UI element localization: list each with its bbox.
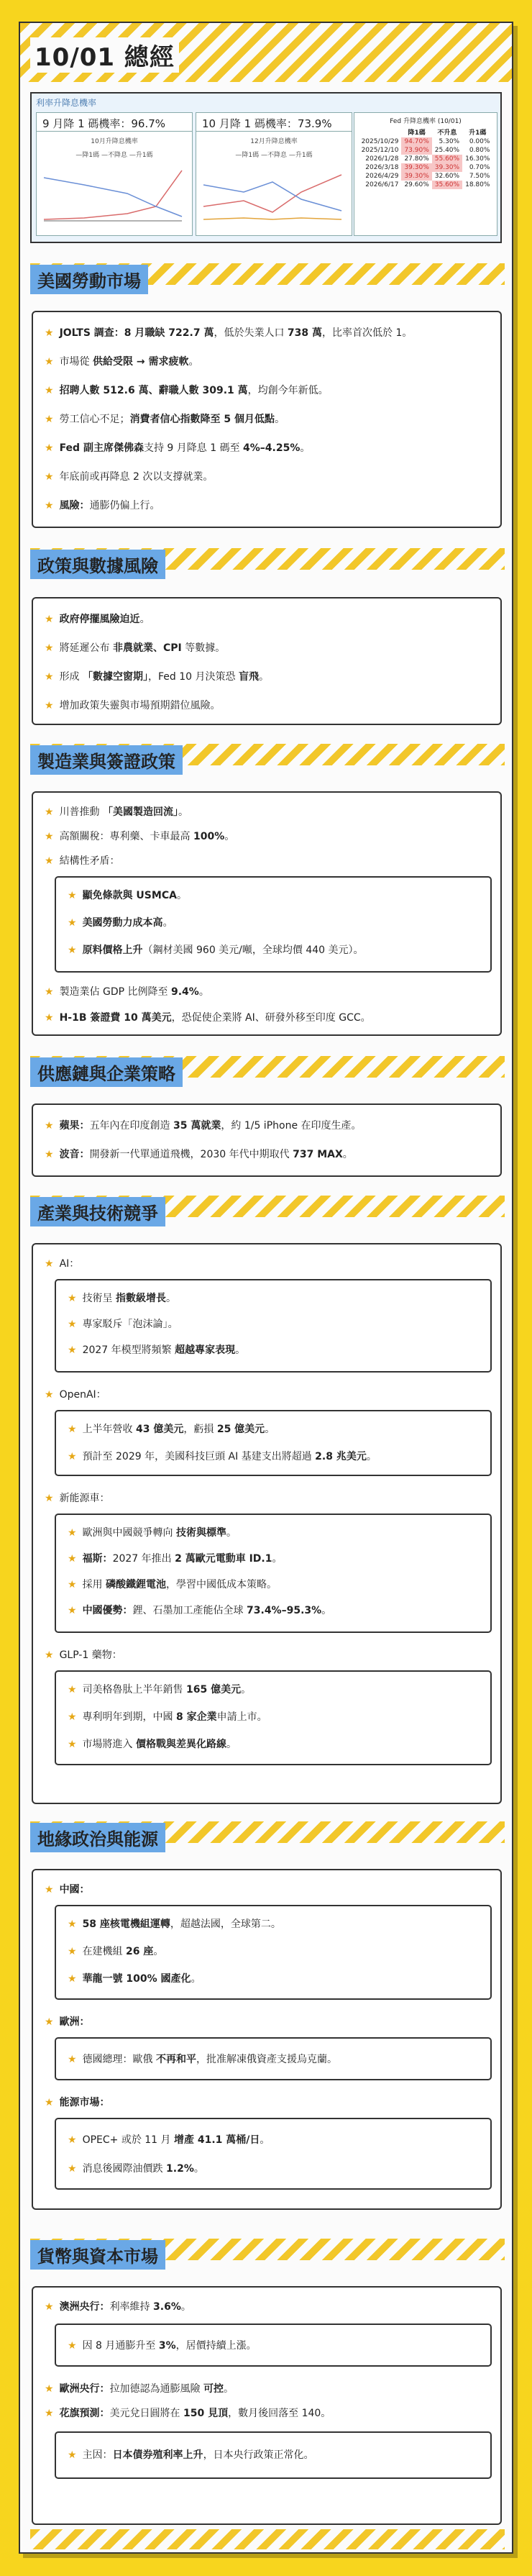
list-item: ★ 蘋果：五年內在印度創造 35 萬就業，約 1/5 iPhone 在印度生產。 xyxy=(45,1120,362,1132)
list-item: ★ 市場從 供給受限 → 需求疲軟。 xyxy=(45,356,199,368)
list-item: ★ 在建機組 26 座。 xyxy=(68,1946,164,1957)
list-item: ★ 技術呈 指數級增長。 xyxy=(68,1293,177,1304)
list-item: ★ JOLTS 調查：8 月職缺 722.7 萬，低於失業人口 738 萬，比率首次低於 1。 xyxy=(45,327,413,339)
yen-sub-card xyxy=(55,2431,492,2479)
star-icon: ★ xyxy=(45,855,54,867)
section-title-mfg: 製造業與簽證政策 xyxy=(30,745,183,775)
glp-sub-card xyxy=(55,1670,492,1765)
star-icon: ★ xyxy=(45,700,54,711)
oct-line-chart xyxy=(201,156,346,225)
table-row: 2026/6/17 29.60% 35.60% 18.80% xyxy=(365,181,490,188)
list-item: ★ 中國優勢：鋰、石墨加工產能佔全球 73.4%–95.3%。 xyxy=(68,1605,332,1616)
list-item: ★ 歐洲與中國競爭轉向 技術與標準。 xyxy=(68,1527,237,1539)
section-title-tech: 產業與技術競爭 xyxy=(30,1197,165,1226)
list-item: ★ 主因：日本債券殖利率上升，日本央行政策正常化。 xyxy=(68,2449,314,2461)
star-icon: ★ xyxy=(45,1258,54,1270)
policy-card xyxy=(32,597,502,725)
list-item: ★ 中國： xyxy=(45,1884,90,1895)
list-item: ★ 德國總理：歐俄 不再和平，批准解凍俄資產支援烏克蘭。 xyxy=(68,2054,338,2065)
star-icon: ★ xyxy=(45,1884,54,1895)
list-item: ★ 勞工信心不足；消費者信心指數降至 5 個月低點。 xyxy=(45,414,285,425)
list-item: ★ Fed 副主席傑佛森支持 9 月降息 1 碼至 4%–4.25%。 xyxy=(45,442,311,454)
mfg-card xyxy=(32,791,502,1036)
list-item: ★ 形成 「數據空窗期」，Fed 10 月決策恐 盲飛。 xyxy=(45,671,269,683)
star-icon: ★ xyxy=(68,1527,77,1539)
list-item: ★ 58 座核電機組運轉，超越法國，全球第二。 xyxy=(68,1919,281,1930)
star-icon: ★ xyxy=(68,1711,77,1723)
section-title-labor: 美國勞動市場 xyxy=(30,265,148,294)
list-item: ★ 原料價格上升（鋼材美國 960 美元/噸，全球均價 440 美元）。 xyxy=(68,945,364,956)
list-item: ★ 風險：通膨仍偏上行。 xyxy=(45,500,160,511)
star-icon: ★ xyxy=(45,327,54,339)
list-item: ★ 專家駁斥「泡沫論」。 xyxy=(68,1319,178,1330)
ev-sub-card xyxy=(55,1514,492,1633)
star-icon: ★ xyxy=(68,1946,77,1957)
star-icon: ★ xyxy=(45,806,54,818)
oct-legend: —降1碼 —不降息 —升1碼 xyxy=(235,152,313,159)
geo-card xyxy=(32,1869,502,2210)
list-item: ★ 福斯：2027 年推出 2 萬歐元電動車 ID.1。 xyxy=(68,1553,283,1565)
star-icon: ★ xyxy=(45,356,54,368)
rates-header: 利率升降息機率 xyxy=(36,98,97,108)
star-icon: ★ xyxy=(45,2408,54,2419)
star-icon: ★ xyxy=(45,1012,54,1024)
star-icon: ★ xyxy=(45,442,54,454)
mfg-sub-card xyxy=(55,876,492,973)
list-item: ★ 歐洲： xyxy=(45,2016,90,2028)
star-icon: ★ xyxy=(45,500,54,511)
labor-card xyxy=(32,311,502,528)
star-icon: ★ xyxy=(68,1451,77,1462)
europe-sub-card xyxy=(55,2037,492,2080)
star-icon: ★ xyxy=(45,1120,54,1132)
title-banner xyxy=(20,23,512,82)
page-card xyxy=(19,22,513,2554)
star-icon: ★ xyxy=(68,1973,77,1985)
star-icon: ★ xyxy=(68,1553,77,1565)
list-item: ★ 預計至 2029 年，美國科技巨頭 AI 基建支出將超過 2.8 兆美元。 xyxy=(68,1451,377,1462)
oct-label: 10 月降 1 碼機率：73.9% xyxy=(196,113,352,132)
star-icon: ★ xyxy=(45,1493,54,1504)
list-item: ★ 花旗預測：美元兌日圓將在 150 見頂，數月後回落至 140。 xyxy=(45,2408,331,2419)
oct-chart xyxy=(196,112,352,236)
list-item: ★ 招聘人數 512.6 萬、辭職人數 309.1 萬，均創今年新低。 xyxy=(45,385,329,396)
star-icon: ★ xyxy=(45,471,54,483)
list-item: ★ 製造業佔 GDP 比例降至 9.4%。 xyxy=(45,986,209,998)
star-icon: ★ xyxy=(68,1579,77,1590)
star-icon: ★ xyxy=(68,1293,77,1304)
table-row: 2025/12/10 73.90% 25.40% 0.80% xyxy=(361,147,490,154)
sep-line-chart xyxy=(41,156,186,225)
section-title-money: 貨幣與資本市場 xyxy=(30,2240,165,2270)
list-item: ★ H-1B 簽證費 10 萬美元，恐促使企業將 AI、研發外移至印度 GCC。 xyxy=(45,1012,371,1024)
table-row: 2026/4/29 39.30% 32.60% 7.50% xyxy=(365,173,490,180)
list-item: ★ 司美格魯肽上半年銷售 165 億美元。 xyxy=(68,1684,252,1696)
list-item: ★ 消息後國際油價跌 1.2%。 xyxy=(68,2163,204,2175)
list-item: ★ 顯免條款與 USMCA。 xyxy=(68,890,187,901)
star-icon: ★ xyxy=(68,1319,77,1330)
sep-chart xyxy=(36,112,193,236)
supply-card xyxy=(32,1103,502,1177)
star-icon: ★ xyxy=(68,1919,77,1930)
list-item: ★ 波音：開發新一代單通道飛機，2030 年代中期取代 737 MAX。 xyxy=(45,1149,353,1160)
tech-card xyxy=(32,1243,502,1804)
energy-sub-card xyxy=(55,2118,492,2190)
list-item: ★ 市場將進入 價格戰與差異化路線。 xyxy=(68,1739,237,1750)
list-item: ★ 華龍一號 100% 國產化。 xyxy=(68,1973,201,1985)
footer-stripe xyxy=(30,2529,505,2549)
list-item: ★ 上半年營收 43 億美元，虧損 25 億美元。 xyxy=(68,1424,275,1435)
star-icon: ★ xyxy=(45,385,54,396)
star-icon: ★ xyxy=(45,986,54,998)
list-item: ★ 2027 年模型將頻繁 超越專家表現。 xyxy=(68,1344,246,1356)
list-item: ★ 政府停擺風險迫近。 xyxy=(45,614,150,625)
list-item: ★ 澳洲央行：利率維持 3.6%。 xyxy=(45,2301,191,2313)
ai-sub-card xyxy=(55,1279,492,1373)
list-item: ★ 採用 磷酸鐵鋰電池，學習中國低成本策略。 xyxy=(68,1579,278,1590)
list-item: ★ 歐洲央行：拉加德認為通膨風險 可控。 xyxy=(45,2383,234,2395)
star-icon: ★ xyxy=(45,414,54,425)
star-icon: ★ xyxy=(45,2301,54,2313)
table-row: 2026/1/28 27.80% 55.60% 16.30% xyxy=(365,155,490,163)
list-item: ★ 專利明年到期，中國 8 家企業申請上市。 xyxy=(68,1711,267,1723)
list-item: ★ 將延遲公布 非農就業、CPI 等數據。 xyxy=(45,642,226,654)
section-title-geo: 地緣政治與能源 xyxy=(30,1823,165,1852)
section-title-supply: 供應鏈與企業策略 xyxy=(30,1057,183,1087)
star-icon: ★ xyxy=(45,614,54,625)
openai-sub-card xyxy=(55,1410,492,1476)
star-icon: ★ xyxy=(45,831,54,842)
fed-probability-table: Fed 升降息機率 (10/01) 降1碼 不升息 升1碼 2025/10/29 94.70% 5.30% 0.00% 2025/12/10 73.90% 25.40% 0.80% 2026/1/28 27.80% 55.60% 16.30% 2026/3/18 39.30% 39.30% 0.70% 2026/4/29 39.30% 32.60% 7.50% 2026/6/17 29.60% 35.60% 18.80% xyxy=(354,112,497,236)
list-item: ★ OpenAI： xyxy=(45,1389,106,1401)
sep-legend: —降1碼 —不降息 —升1碼 xyxy=(75,152,153,159)
list-item: ★ 增加政策失靈與市場預期錯位風險。 xyxy=(45,700,221,711)
star-icon: ★ xyxy=(45,1149,54,1160)
list-item: ★ 新能源車： xyxy=(45,1493,110,1504)
star-icon: ★ xyxy=(68,945,77,956)
star-icon: ★ xyxy=(45,2383,54,2395)
sep-caption: 10月升降息機率 xyxy=(91,138,138,145)
star-icon: ★ xyxy=(68,2054,77,2065)
star-icon: ★ xyxy=(68,890,77,901)
list-item: ★ 結構性矛盾： xyxy=(45,855,120,867)
china-sub-card xyxy=(55,1905,492,2000)
star-icon: ★ xyxy=(45,1389,54,1401)
star-icon: ★ xyxy=(68,1684,77,1696)
table-row: 2026/3/18 39.30% 39.30% 0.70% xyxy=(365,164,490,171)
table-row: 2025/10/29 94.70% 5.30% 0.00% xyxy=(361,138,490,145)
star-icon: ★ xyxy=(45,671,54,683)
star-icon: ★ xyxy=(68,2340,77,2352)
star-icon: ★ xyxy=(68,917,77,929)
list-item: ★ 能源市場： xyxy=(45,2097,110,2108)
star-icon: ★ xyxy=(68,2134,77,2146)
star-icon: ★ xyxy=(45,2016,54,2028)
star-icon: ★ xyxy=(68,1424,77,1435)
list-item: ★ 高額關稅：專利藥、卡車最高 100%。 xyxy=(45,831,235,842)
money-card xyxy=(32,2286,502,2525)
fed-caption: Fed 升降息機率 (10/01) xyxy=(390,118,462,125)
star-icon: ★ xyxy=(68,2449,77,2461)
list-item: ★ 美國勞動力成本高。 xyxy=(68,917,173,929)
star-icon: ★ xyxy=(68,1739,77,1750)
list-item: ★ 因 8 月通膨升至 3%，居價持續上漲。 xyxy=(68,2340,257,2352)
star-icon: ★ xyxy=(68,1344,77,1356)
page-title: 10/01 總經 xyxy=(30,37,179,73)
star-icon: ★ xyxy=(68,2163,77,2175)
star-icon: ★ xyxy=(45,1649,54,1661)
star-icon: ★ xyxy=(68,1605,77,1616)
oct-caption: 12月升降息機率 xyxy=(250,138,298,145)
list-item: ★ 年底前或再降息 2 次以支撐就業。 xyxy=(45,471,214,483)
list-item: ★ AI： xyxy=(45,1258,80,1270)
list-item: ★ GLP-1 藥物： xyxy=(45,1649,122,1661)
section-title-policy: 政策與數據風險 xyxy=(30,550,165,579)
rate-probability-panel xyxy=(30,92,502,243)
list-item: ★ 川普推動 「美國製造回流」。 xyxy=(45,806,189,818)
star-icon: ★ xyxy=(45,642,54,654)
star-icon: ★ xyxy=(45,2097,54,2108)
list-item: ★ OPEC+ 或於 11 月 增產 41.1 萬桶/日。 xyxy=(68,2134,270,2146)
aus-sub-card xyxy=(55,2324,492,2367)
sep-label: 9 月降 1 碼機率：96.7% xyxy=(37,113,192,132)
